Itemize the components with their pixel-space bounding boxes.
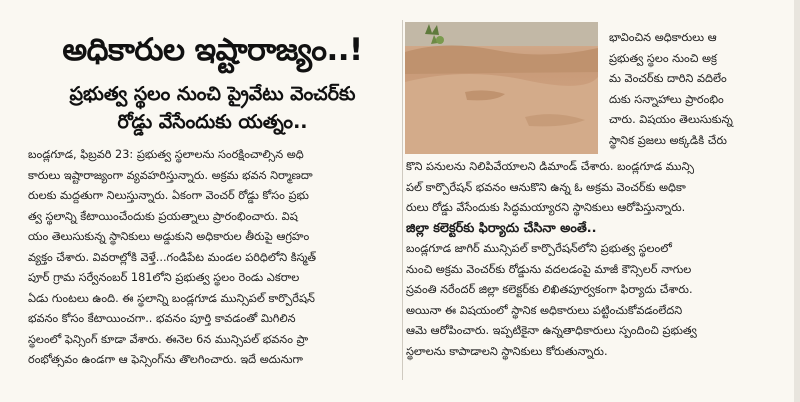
text-line: ప్రభుత్వ స్థలం నుంచి అక్ర <box>609 51 717 65</box>
text-line: త్వ స్థలాన్ని కేటాయించేందుకు ప్రయత్నాలు ప్రారంభించారు. విష <box>28 209 298 223</box>
text-line: భవనం కోసం కేటాయించగా.. భవనం పూర్తి కావడంతో మిగిలిన <box>28 312 296 325</box>
text-line: రులు రోడ్డు వేసేందుకు సిద్ధమయ్యారని స్థానికులు ఆరోపిస్తున్నారు. <box>406 201 686 214</box>
text-line: ఆమె ఆరోపించారు. ఇప్పటికైనా ఉన్నతాధికారులు స్పందించి ప్రభుత్వ <box>406 324 697 337</box>
text-line: భావించిన అధికారులు ఆ <box>609 31 717 44</box>
text-line: స్రవంతి నరేందర్ జిల్లా కలెక్టర్‌కు లిఖితపూర్వకంగా ఫిర్యాదు చేశారు. <box>406 283 693 296</box>
text-line: పల్ కార్పొరేషన్ భవనం ఆనుకొని ఉన్న ఓ అక్రమ వెంచర్‌కు అధికా <box>406 180 686 194</box>
text-line: స్థలాలను కాపాడాలని స్థానికులు కోరుతున్నారు. <box>406 344 608 358</box>
section-heading: జిల్లా కలెక్టర్‌కు ఫిర్యాదు చేసినా అంతే.. <box>406 220 597 236</box>
text-line: కారులు ఇష్టారాజ్యంగా వ్యవహరిస్తున్నారు. అక్రమ భవన నిర్మాణదా <box>28 168 313 182</box>
text-line: స్థలంలో ఫెన్సింగ్ కూడా వేశారు. ఈనెల 6న మున్సిపల్ భవనం ప్రా <box>28 332 309 346</box>
subheadline-line-1: ప్రభుత్వ స్థలం నుంచి ప్రైవేటు వెంచర్‌కు <box>69 83 356 105</box>
article-body-left <box>28 145 400 371</box>
text-line: మ వెంచర్‌కు దారిని వదిలేం <box>609 72 727 85</box>
column-divider <box>402 20 403 380</box>
text-line: స్థానిక ప్రజలు అక్కడికి చేరు <box>609 133 727 147</box>
article-body-right-bottom <box>406 157 791 362</box>
text-line: కొని పనులను నిలిపివేయాలని డిమాండ్ చేశారు. బండ్లగూడ మున్సి <box>406 160 695 173</box>
subheadline-line-2: రోడ్డు వేసేందుకు యత్నం.. <box>117 111 308 133</box>
text-line: ఏడు గుంటలు ఉంది. ఈ స్థలాన్ని బండ్లగూడ మున్సిపల్ కార్పొరేషన్ <box>28 291 315 305</box>
article-body-right-top <box>609 28 791 151</box>
text-line: అయినా ఈ విషయంలో స్థానిక అధికారులు పట్టించుకోవడంలేదని <box>406 303 683 317</box>
text-line: చారు. విషయం తెలుసుకున్న <box>609 113 733 126</box>
page-edge <box>794 0 800 402</box>
text-line: బండ్లగూడ జాగిర్ మున్సిపల్ కార్పొరేషన్‌లోని ప్రభుత్వ స్థలంలో <box>406 242 672 255</box>
text-line: బండ్లగూడ, ఫిబ్రవరి 23: ప్రభుత్వ స్థలాలను సంరక్షించాల్సిన అధి <box>28 148 304 161</box>
text-line: నుంచి అక్రమ వెంచర్‌కు రోడ్డును వదలడంపై మాజీ కౌన్సిలర్ నాగుల <box>406 262 692 276</box>
headline: అధికారుల ఇష్టారాజ్యం..! <box>62 32 363 68</box>
text-line: వ్యక్తం చేశారు. వివరాల్లోకి వెళ్తే...గండిపేట మండల పరిధిలోని కిస్మత్ <box>28 250 317 264</box>
text-line: దుకు సన్నాహాలు ప్రారంభిం <box>609 92 724 106</box>
text-line: యం తెలుసుకున్న స్థానికులు అడ్డుకుని అధికారుల తీరుపై ఆగ్రహం <box>28 230 310 243</box>
text-line: పూర్ గ్రామ సర్వేనంబర్ 181లోని ప్రభుత్వ స్థలం రెండు ఎకరాల <box>28 271 300 284</box>
subheadline <box>30 80 395 136</box>
photo-dirt-field <box>405 22 598 154</box>
news-photo <box>405 22 598 154</box>
text-line: రంభోత్సవం ఉండగా ఆ ఫెన్సింగ్‌ను తొలగించారు. ఇదే అదునుగా <box>28 353 303 366</box>
text-line: రులకు మద్దతుగా నిలుస్తున్నారు. ఏకంగా వెంచర్ రోడ్డు కోసం ప్రభు <box>28 189 309 202</box>
